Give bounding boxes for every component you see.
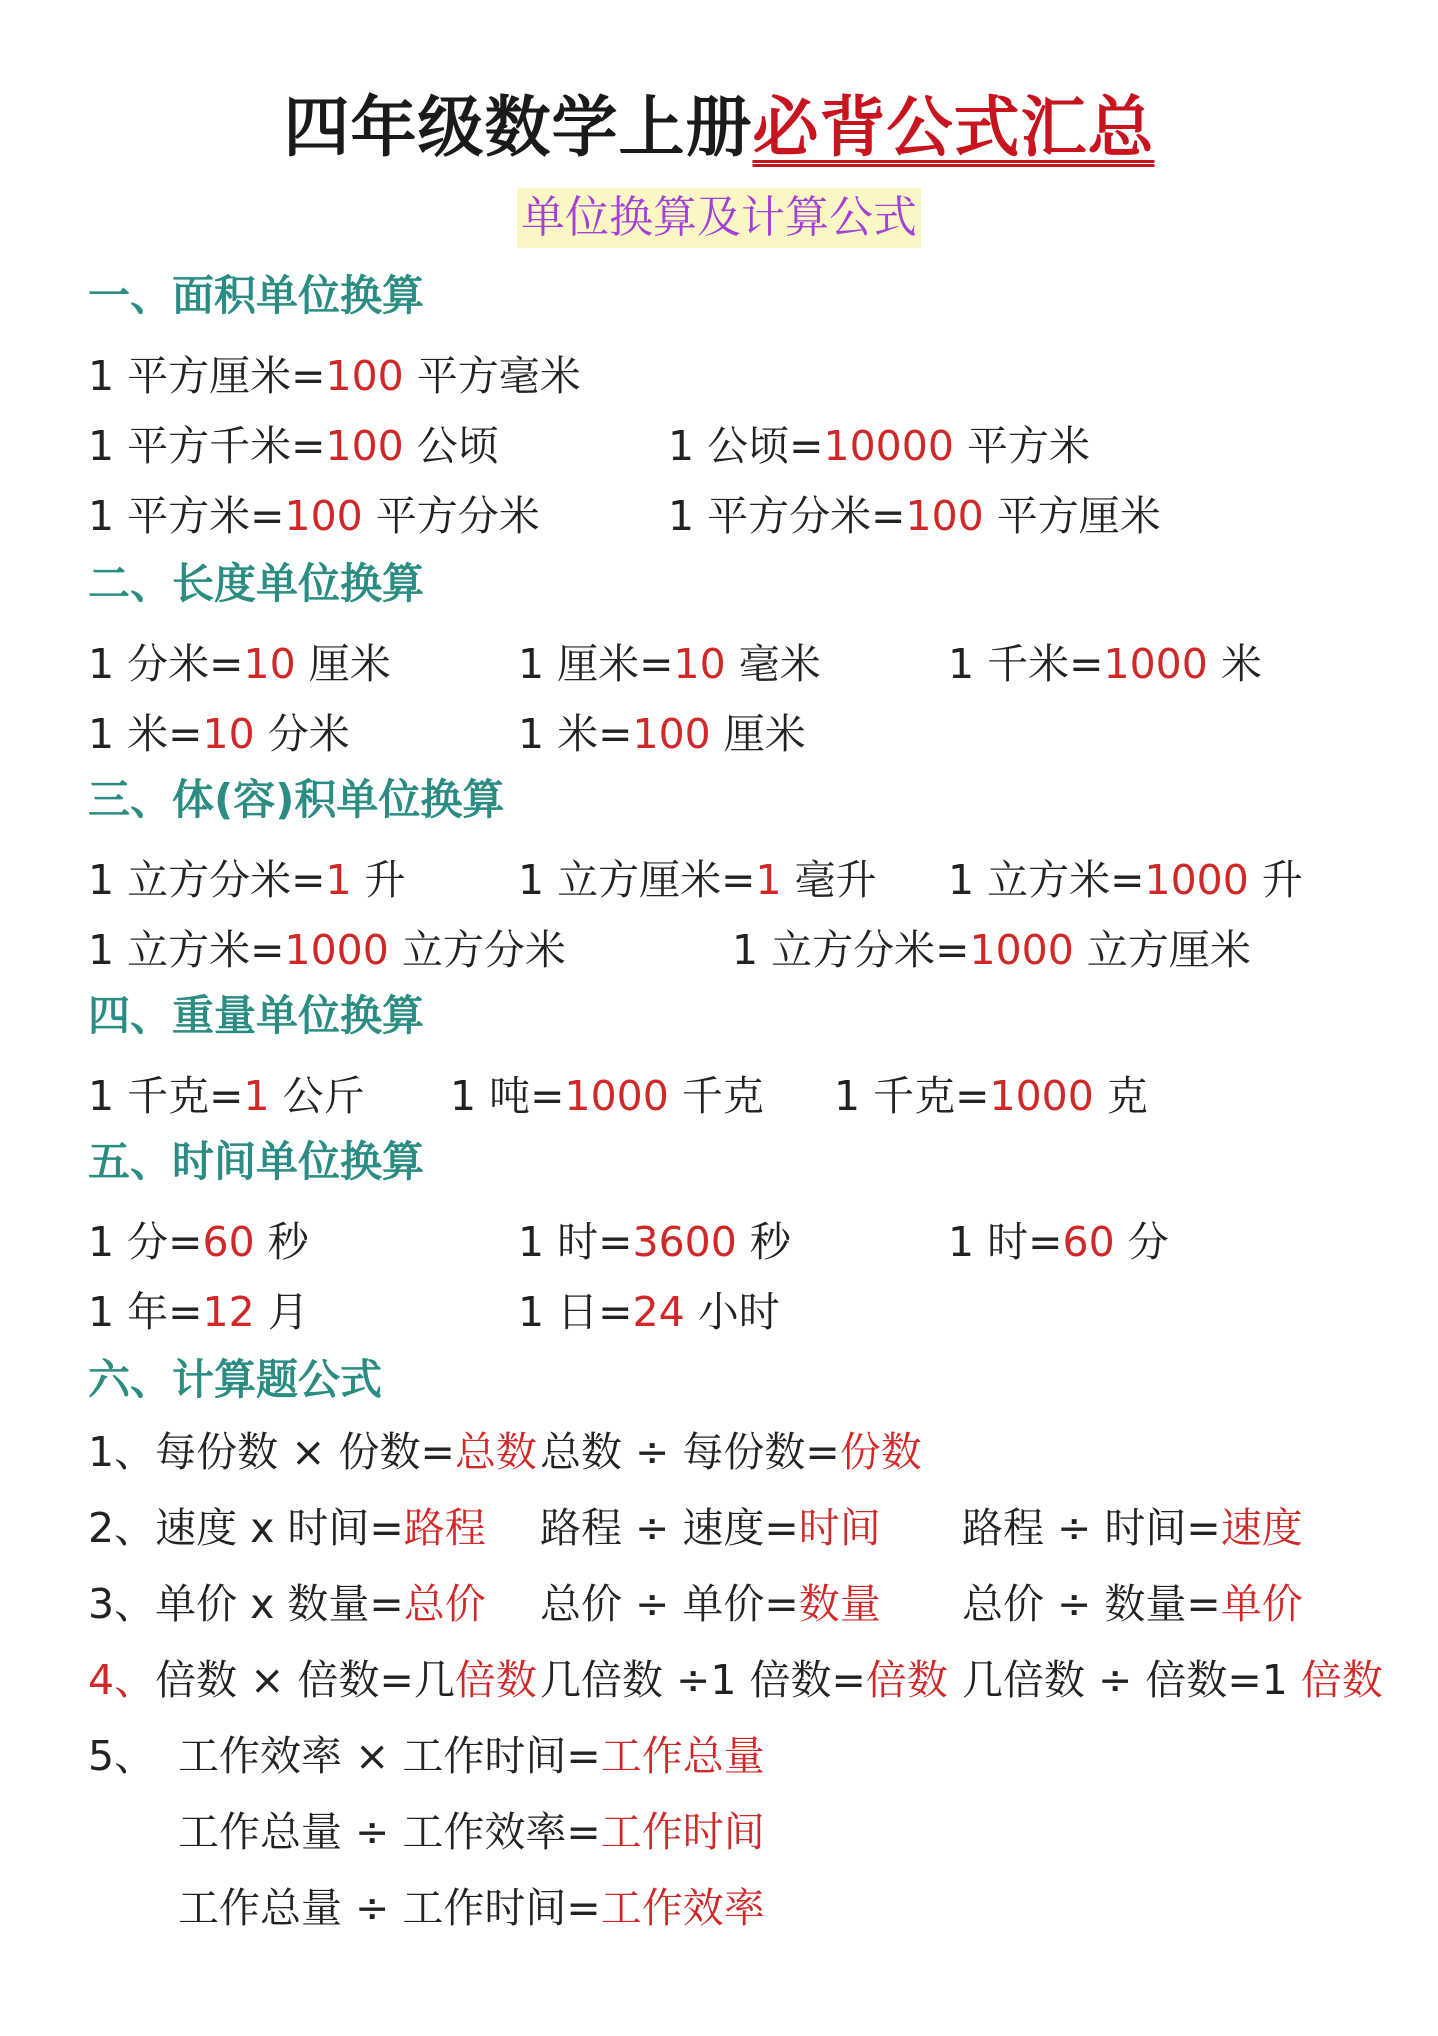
time-item: 1 时=60 分 (948, 1218, 1169, 1266)
formula-item: 总价 ÷ 单价=数量 (540, 1580, 881, 1628)
heading-weight: 四、重量单位换算 (88, 991, 425, 1040)
formula-item: 1、每份数 × 份数=总数 (88, 1428, 537, 1476)
volume-item: 1 立方米=1000 升 (948, 856, 1303, 904)
weight-item: 1 吨=1000 千克 (450, 1072, 764, 1120)
weight-item: 1 千克=1000 克 (834, 1072, 1148, 1120)
heading-area: 一、面积单位换算 (88, 271, 425, 320)
volume-item: 1 立方米=1000 立方分米 (88, 926, 566, 974)
length-item: 1 米=100 厘米 (518, 710, 806, 758)
formula-number: 5、 (88, 1732, 156, 1780)
area-item: 1 平方千米=100 公顷 (88, 422, 499, 470)
time-item: 1 分=60 秒 (88, 1218, 309, 1266)
volume-item: 1 立方分米=1 升 (88, 856, 406, 904)
length-item: 1 千米=1000 米 (948, 640, 1262, 688)
heading-volume: 三、体(容)积单位换算 (88, 775, 505, 824)
formula-item: 工作总量 ÷ 工作效率=工作时间 (178, 1808, 765, 1856)
length-item: 1 分米=10 厘米 (88, 640, 391, 688)
formula-item: 总价 ÷ 数量=单价 (962, 1580, 1303, 1628)
length-item: 1 厘米=10 毫米 (518, 640, 821, 688)
area-item: 1 平方分米=100 平方厘米 (668, 492, 1161, 540)
length-item: 1 米=10 分米 (88, 710, 350, 758)
area-item: 1 平方米=100 平方分米 (88, 492, 540, 540)
subtitle: 单位换算及计算公式 (517, 188, 921, 248)
time-item: 1 时=3600 秒 (518, 1218, 791, 1266)
formula-item: 2、速度 x 时间=路程 (88, 1504, 486, 1552)
formula-item: 几倍数 ÷1 倍数=倍数 (540, 1656, 948, 1704)
formula-item: 工作总量 ÷ 工作时间=工作效率 (178, 1884, 765, 1932)
title-main: 四年级数学上册 (283, 89, 753, 166)
time-item: 1 日=24 小时 (518, 1288, 780, 1336)
time-item: 1 年=12 月 (88, 1288, 309, 1336)
heading-time: 五、时间单位换算 (88, 1137, 425, 1186)
formula-item: 4、倍数 × 倍数=几倍数 (88, 1656, 537, 1704)
title-highlight: 必背公式汇总 (752, 89, 1155, 166)
area-item: 1 平方厘米=100 平方毫米 (88, 352, 581, 400)
page-title (0, 88, 1438, 168)
weight-item: 1 千克=1 公斤 (88, 1072, 365, 1120)
formula-item: 几倍数 ÷ 倍数=1 倍数 (962, 1656, 1383, 1704)
area-item: 1 公顷=10000 平方米 (668, 422, 1090, 470)
volume-item: 1 立方厘米=1 毫升 (518, 856, 877, 904)
formula-item: 工作效率 × 工作时间=工作总量 (178, 1732, 765, 1780)
heading-length: 二、长度单位换算 (88, 559, 425, 608)
formula-item: 3、单价 x 数量=总价 (88, 1580, 486, 1628)
heading-formulas: 六、计算题公式 (88, 1355, 383, 1404)
formula-item: 路程 ÷ 速度=时间 (540, 1504, 881, 1552)
formula-item: 总数 ÷ 每份数=份数 (540, 1428, 922, 1476)
formula-item: 路程 ÷ 时间=速度 (962, 1504, 1303, 1552)
volume-item: 1 立方分米=1000 立方厘米 (732, 926, 1251, 974)
